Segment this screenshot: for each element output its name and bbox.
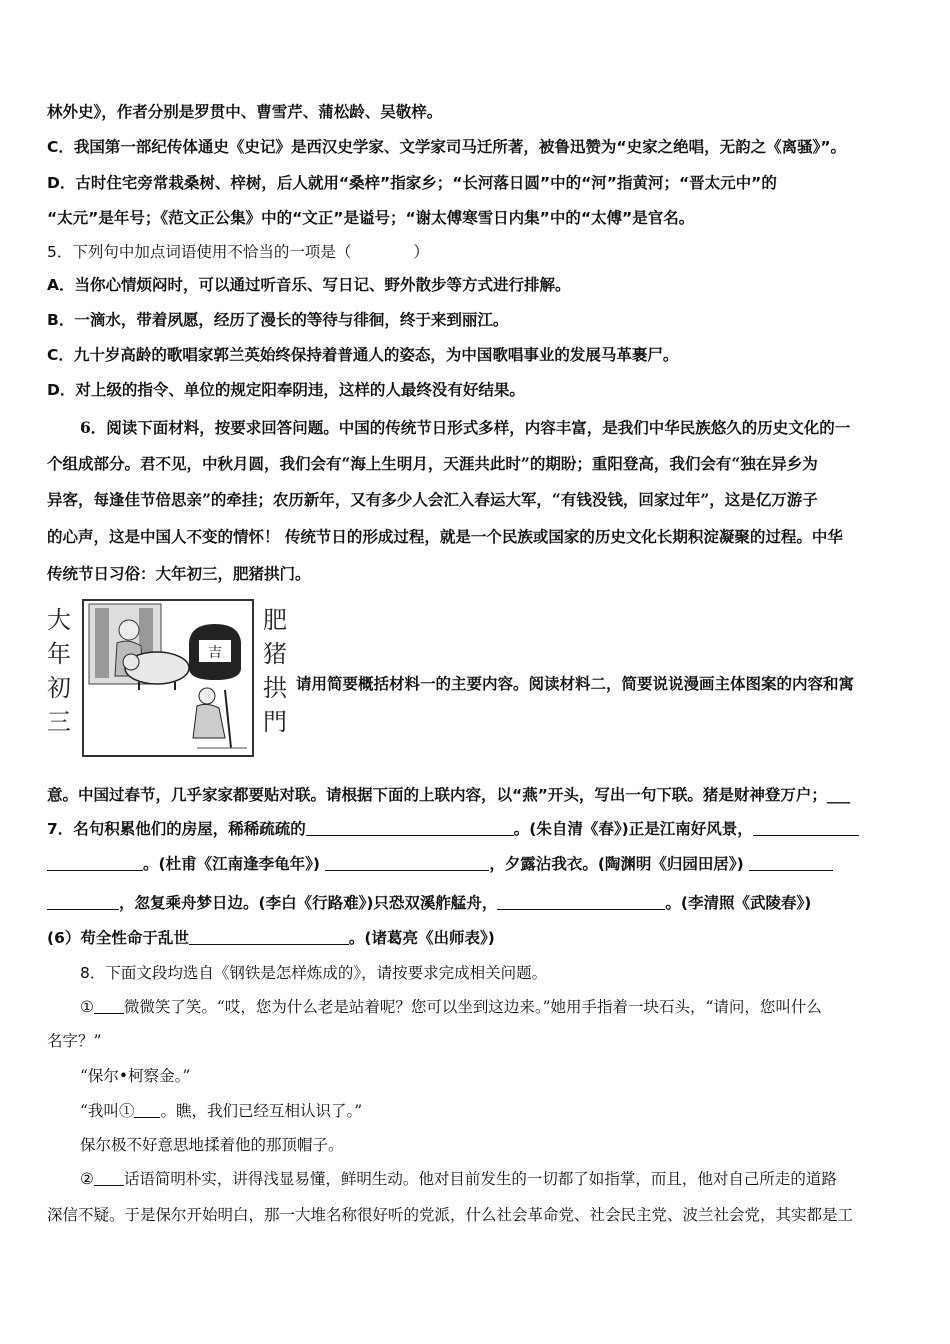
marker-2: ② [80, 1170, 94, 1188]
q6-prompt: 请用简要概括材料一的主要内容。阅读材料二，简要说说漫画主体图案的内容和寓 [296, 675, 855, 693]
jar-character: 吉 [208, 645, 222, 661]
blank-2[interactable] [753, 819, 859, 836]
q8-paragraph: 保尔极不好意思地揉着他的那顶帽子。 [80, 1136, 344, 1154]
q7-text: (6）苟全性命于乱世 [47, 929, 189, 947]
q8-paragraph [80, 1100, 910, 1122]
option-b: B．一滴水，带着夙愿，经历了漫长的等待与徘徊，终于来到丽江。 [47, 311, 509, 329]
cartoon-label-left: 年 [47, 640, 71, 668]
marker-1: ① [118, 1102, 135, 1120]
cartoon-label-right: 拱 [263, 674, 287, 702]
q8-text: 微微笑了笑。“哎，您为什么老是站着呢？您可以坐到这边来。”她用手指着一块石头，“请问，您叫什么 [123, 998, 822, 1016]
blank-8-1[interactable] [94, 997, 124, 1014]
cartoon-label-left: 三 [47, 708, 71, 736]
marker-1: ① [80, 998, 94, 1016]
q7-line [47, 927, 910, 949]
blank-2-cont[interactable] [47, 854, 143, 871]
blank-8-2[interactable] [94, 1169, 124, 1186]
q8-text: 话语简明朴实，讲得浅显易懂，鲜明生动。他对目前发生的一切都了如指掌，而且，他对自己所走的道路 [123, 1170, 837, 1188]
q8-text: “我叫 [80, 1102, 119, 1120]
blank-6[interactable] [189, 928, 349, 945]
blank-1[interactable] [306, 819, 514, 836]
option-d: D．对上级的指令、单位的规定阳奉阴违，这样的人最终没有好结果。 [47, 381, 525, 399]
q8-text: 。瞧，我们已经互相认识了。” [160, 1102, 363, 1120]
q6-line: 传统节日习俗：大年初三，肥猪拱门。 [47, 564, 311, 583]
q6-line: 个组成部分。君不见，中秋月圆，我们会有“海上生明月，天涯共此时”的期盼；重阳登高，我们会有“独在异乡为 [47, 454, 818, 473]
q7-text: 。(李清照《武陵春》) [665, 894, 812, 912]
question-5: 5．下列句中加点词语使用不恰当的一项是（ ） [47, 243, 429, 261]
q6-line: 的心声，这是中国人不变的情怀！ 传统节日的形成过程，就是一个民族或国家的历史文化长期积淀凝聚的过程。中华 [47, 527, 843, 546]
question-8: 8．下面文段均选自《钢铁是怎样炼成的》，请按要求完成相关问题。 [80, 964, 548, 982]
q7-text: 。(杜甫《江南逢李龟年》) [143, 855, 320, 873]
q7-text: 7．名句积累他们的房屋，稀稀疏疏的 [47, 820, 306, 838]
option-c: C．我国第一部纪传体通史《史记》是西汉史学家、文学家司马迁所著，被鲁迅赞为“史家之绝唱，无韵之《离骚》”。 [47, 138, 847, 156]
q7-text: 。(诸葛亮《出师表》) [348, 929, 495, 947]
q8-paragraph: “保尔•柯察金。” [80, 1067, 191, 1085]
question-6: 6．阅读下面材料，按要求回答问题。中国的传统节日形式多样，内容丰富，是我们中华民族悠久的历史文化的一 [80, 418, 851, 437]
option-d-cont: “太元”是年号；《范文正公集》中的“文正”是谥号；“谢太傅寒雪日内集”中的“太傅”是官名。 [47, 209, 695, 227]
q7-text: ，忽复乘舟梦日边。(李白《行路难》)只恐双溪舴艋舟， [119, 894, 498, 912]
option-c: C．九十岁高龄的歌唱家郭兰英始终保持着普通人的姿态，为中国歌唱事业的发展马革裹尸。 [47, 346, 679, 364]
q6-couplet: 意。中国过春节，几乎家家都要贴对联。请根据下面的上联内容，以“燕”开头，写出一句下联。猪是财神登万户；___ [47, 786, 851, 804]
cartoon-label-right: 猪 [263, 640, 287, 668]
cartoon-label-right: 門 [263, 708, 287, 736]
q8-paragraph: 名字？” [47, 1032, 102, 1050]
option-a: A．当你心情烦闷时，可以通过听音乐、写日记、野外散步等方式进行排解。 [47, 276, 571, 294]
option-d: D．古时住宅旁常栽桑树、梓树，后人就用“桑梓”指家乡；“长河落日圆”中的“河”指黄河；“晋太元中”的 [47, 174, 777, 192]
q8-paragraph [80, 1168, 910, 1190]
q8-paragraph [80, 996, 910, 1018]
cartoon-label-left: 初 [47, 674, 71, 702]
q7-line [47, 892, 910, 914]
blank-4[interactable] [749, 854, 833, 871]
q6-line: 异客，每逢佳节倍思亲”的牵挂；农历新年，又有多少人会汇入春运大军，“有钱没钱，回家过年”，这是亿万游子 [47, 490, 818, 509]
question-7 [47, 818, 910, 840]
blank-3[interactable] [325, 854, 489, 871]
cartoon-label-right: 肥 [263, 606, 287, 634]
q7-text: 。(朱自清《春》)正是江南好风景， [513, 820, 753, 838]
blank-8-1b[interactable] [134, 1101, 160, 1118]
option-line: 林外史》，作者分别是罗贯中、曹雪芹、蒲松龄、吴敬梓。 [47, 103, 443, 121]
q7-text: ，夕露沾我衣。(陶渊明《归园田居》) [489, 855, 744, 873]
blank-4-cont[interactable] [47, 893, 119, 910]
q8-paragraph: 深信不疑。于是保尔开始明白，那一大堆名称很好听的党派，什么社会革命党、社会民主党、波兰社会党，其实都是工 [47, 1206, 854, 1224]
cartoon-image [47, 598, 292, 760]
cartoon-label-left: 大 [47, 606, 71, 634]
q7-line [47, 853, 910, 875]
blank-5[interactable] [497, 893, 665, 910]
